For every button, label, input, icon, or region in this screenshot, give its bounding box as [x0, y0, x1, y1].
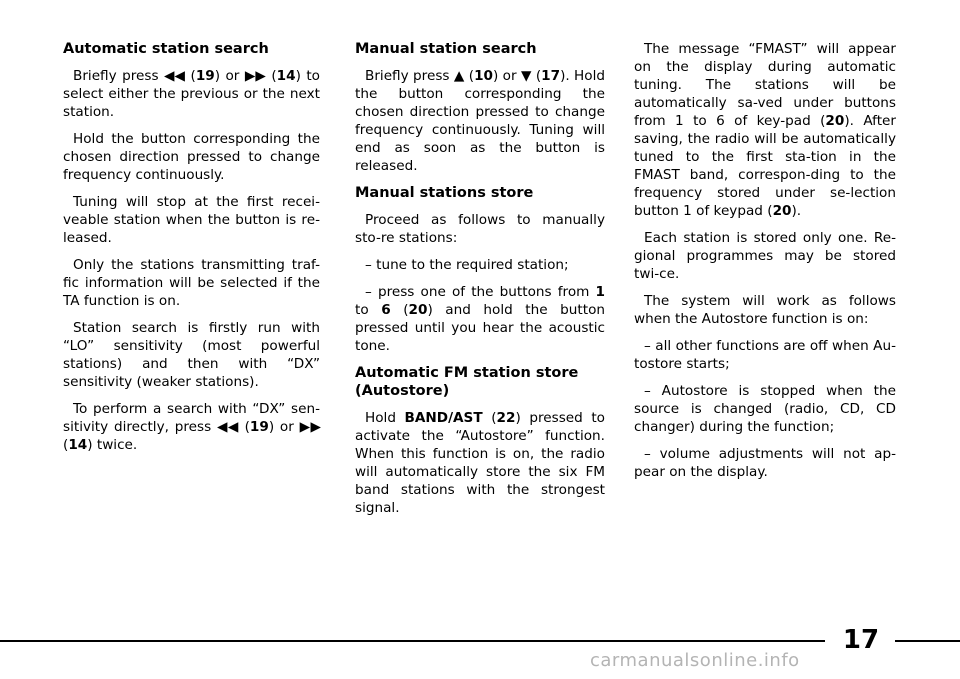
- paragraph: Hold the button corresponding the chosen direction pressed to change frequency continuously.: [63, 131, 320, 183]
- paragraph: Hold BAND/AST (22) pressed to activate the “Autostore” function. When this function is on, the radio will automatically store the six FM band stations with the strongest signal.: [355, 410, 605, 516]
- paragraph: Only the stations transmitting traf-fic information will be selected if the TA function is on.: [63, 257, 320, 309]
- heading-manual-station-search: Manual station search: [355, 41, 537, 57]
- seek-back-icon: ◀◀: [216, 419, 239, 435]
- paragraph: – tune to the required station;: [365, 257, 569, 273]
- paragraph: – all other functions are off when Au-tostore starts;: [634, 338, 896, 372]
- footer-rule-left: [0, 640, 825, 642]
- arrow-down-icon: ▼: [520, 68, 532, 84]
- column-3: [634, 40, 896, 490]
- paragraph: – press one of the buttons from 1 to 6 (20) and hold the button pressed until you hear the acoustic tone.: [355, 284, 606, 354]
- column-2: [355, 40, 605, 526]
- page-number: 17: [842, 625, 880, 655]
- footer-rule-right: [895, 640, 960, 642]
- paragraph: Tuning will stop at the first recei-veable station when the button is re-leased.: [63, 194, 320, 246]
- seek-back-icon: ◀◀: [163, 68, 186, 84]
- paragraph: Station search is firstly run with “LO” sensitivity (most powerful stations) and then with “DX” sensitivity (weaker stations).: [63, 320, 320, 390]
- paragraph: Briefly press ◀◀ (19) or ▶▶ (14) to select either the previous or the next station.: [63, 68, 320, 120]
- seek-forward-icon: ▶▶: [299, 419, 320, 435]
- seek-forward-icon: ▶▶: [244, 68, 266, 84]
- paragraph: To perform a search with “DX” sen-sitivity directly, press ◀◀ (19) or ▶▶ (14) twice.: [63, 401, 320, 453]
- paragraph: – Autostore is stopped when the source is changed (radio, CD, CD changer) during the function;: [634, 383, 896, 435]
- watermark: carmanualsonline.info: [590, 650, 800, 671]
- paragraph: The system will work as follows when the Autostore function is on:: [634, 293, 896, 327]
- paragraph: The message “FMAST” will appear on the display during automatic tuning. The stations will be automatically sa-ved under buttons from 1 to 6 of key-pad (20). After saving, the radio will be automatically tuned to the first sta-tion in the FMAST band, correspon-ding to the frequency stored under se-lection button 1 of keypad (20).: [634, 41, 896, 219]
- column-1: [63, 40, 320, 463]
- arrow-up-icon: ▲: [453, 68, 465, 84]
- paragraph: Briefly press ▲ (10) or ▼ (17). Hold the button corresponding the chosen direction pressed to change frequency continuously. Tuning will end as soon as the button is released.: [355, 68, 606, 174]
- paragraph: – volume adjustments will not ap-pear on the display.: [634, 446, 896, 480]
- paragraph: Proceed as follows to manually sto-re stations:: [355, 212, 605, 246]
- heading-manual-stations-store: Manual stations store: [355, 185, 534, 201]
- heading-automatic-fm-store: Automatic FM station store (Autostore): [355, 365, 579, 399]
- paragraph: Each station is stored only one. Re-gional programmes may be stored twi-ce.: [634, 230, 896, 282]
- heading-automatic-station-search: Automatic station search: [63, 41, 269, 57]
